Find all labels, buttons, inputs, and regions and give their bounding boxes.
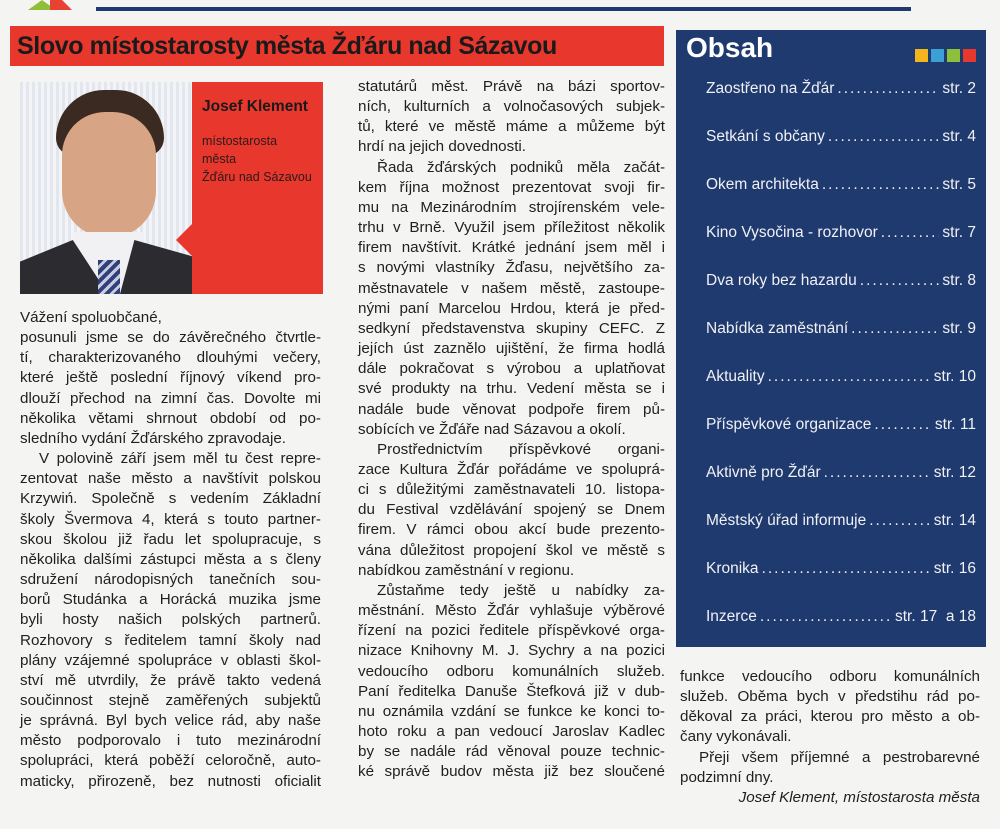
text-line: statutárů měst. Právě na bázi sportov- — [358, 78, 665, 95]
text-line: posunuli jsme se do závěrečného čtvrtle- — [20, 329, 321, 347]
author-profile — [20, 82, 323, 294]
text-line: hoto roku a pan vedoucí Jaroslav Kadlec — [358, 723, 665, 740]
text-line: podzimní dny. — [680, 768, 774, 786]
dot-leader — [822, 176, 940, 194]
toc-item[interactable]: Kino Vysočina - rozhovor ..... str. 7 — [706, 224, 976, 242]
color-square — [947, 49, 960, 62]
text-line: du Festival vzdělávání spojený se Dnem — [358, 501, 665, 519]
text-line: jejích úst zaznělo ujištění, že firma hodlá — [358, 340, 665, 358]
text-line: ních, kulturních a volnočasových subjek- — [358, 98, 665, 116]
text-line: ství mě utvrdily, že právě takto vedená — [20, 671, 321, 689]
text-line: maticky, přirozeně, bez nutnosti oficialit — [20, 772, 321, 790]
table-of-contents — [676, 30, 986, 647]
text-line: sdružení národopisných tanečních sou- — [20, 571, 321, 589]
text-line: Krzywiń. Společně s vedením Základní — [20, 490, 321, 508]
header-rule — [96, 7, 911, 11]
text-line: plány vzájemné spolupráce v oblasti škol- — [20, 651, 321, 669]
article-title: Slovo místostarosty města Žďáru nad Sázavou — [17, 31, 557, 60]
toc-item[interactable]: Zaostřeno na Žďár ..... str. 2 — [706, 80, 976, 98]
text-line: Zůstaňme tedy ještě u nabídky za- — [377, 581, 665, 599]
text-line: nadále bude věnovat podpoře firem pů- — [358, 400, 665, 418]
text-line: které ještě poslední říjnový víkend pro- — [20, 369, 321, 387]
text-line: funkce vedoucího odboru komunálních — [680, 668, 980, 685]
dot-leader — [869, 512, 931, 530]
text-line: skou školou již řadu let spolupracuje, s — [20, 530, 321, 548]
dot-leader — [837, 80, 939, 98]
color-square — [931, 49, 944, 62]
toc-item[interactable]: Příspěvkové organizace ..... str. 11 — [706, 416, 976, 434]
text-line: děkoval za práci, kterou pro město a ob- — [680, 708, 980, 726]
text-line: Vážení spoluobčané, — [20, 309, 162, 326]
text-line: služeb. Oběma bych v předstihu rád po- — [680, 688, 980, 706]
dot-leader — [760, 608, 892, 626]
text-line: firem navštívit. Krátké jednání jsem měl i — [358, 239, 665, 257]
text-line: školy Švermova 4, která s touto partner- — [20, 510, 321, 528]
text-line: ké správě budov města již bez sloučené — [358, 763, 665, 781]
article-column-1 — [20, 308, 321, 792]
text-line: dlouží přechod na zimní čas. Dovolte mi — [20, 389, 321, 407]
text-line: zentovat naše město a navštívit polskou — [20, 470, 321, 488]
article-title-bar — [10, 26, 664, 66]
text-line: sobících ve Žďáře nad Sázavou a okolí. — [358, 420, 626, 438]
author-photo — [20, 82, 192, 294]
toc-item[interactable]: Kronika ..... str. 16 — [706, 560, 976, 578]
toc-item[interactable]: Aktuality ..... str. 10 — [706, 368, 976, 386]
text-line: Paní ředitelka Danuše Štefková již v dub- — [358, 682, 665, 700]
toc-item[interactable]: Inzerce ..... str. 17 a 18 — [706, 608, 976, 626]
text-line: řízení na pozici ředitele příspěvkové orga- — [358, 622, 665, 640]
signature: Josef Klement, místostarosta města — [738, 788, 980, 806]
text-line: tů, které ve městě máme a můžeme být — [358, 118, 665, 136]
dot-leader — [824, 464, 931, 482]
text-line: V polovině září jsem měl tu čest repre- — [39, 450, 321, 468]
text-line: vána důležitost propojení škol ve městě s — [358, 541, 665, 559]
text-line: spolupráci, která poběží celoročně, auto- — [20, 752, 321, 770]
text-line: trhu v Brně. Využil jsem příležitost několik — [358, 219, 665, 237]
text-line: vedoucího odboru komunálních služeb. — [358, 662, 665, 680]
text-line: ci s důležitými zaměstnavateli 10. listopa- — [358, 481, 665, 499]
author-caption-box — [192, 82, 323, 294]
text-line: sedkyní představenstva skupiny CEFC. Z — [358, 319, 665, 337]
text-line: součinnost stejně zaměřených subjektů — [20, 691, 321, 709]
text-line: nými paní Marcelou Hrdou, která je před- — [358, 299, 665, 317]
toc-item[interactable]: Aktivně pro Žďár ..... str. 12 — [706, 464, 976, 482]
dot-leader — [860, 272, 940, 290]
dot-leader — [762, 560, 931, 578]
text-line: nu oznámila vzdání se funkce ke konci to- — [358, 702, 665, 720]
color-squares-decoration — [915, 49, 976, 62]
author-role: místostarosta města Žďáru nad Sázavou — [202, 134, 312, 184]
dot-leader — [768, 368, 931, 386]
text-line: několika větami shrnout období od po- — [20, 409, 321, 427]
text-line: nabídkou zaměstnání v regionu. — [358, 561, 575, 579]
color-square — [915, 49, 928, 62]
dot-leader — [874, 416, 932, 434]
text-line: Řada žďárských podniků měla začát- — [377, 158, 665, 176]
text-line: městnavatele v našem městě, zastoupe- — [358, 279, 665, 297]
toc-item[interactable]: Městský úřad informuje ..... str. 14 — [706, 512, 976, 530]
text-line: tí, charakterizovaného dlouhými večery, — [20, 349, 321, 367]
text-line: mu na Mezinárodním strojírenském vele- — [358, 198, 665, 216]
toc-item[interactable]: Nabídka zaměstnání ..... str. 9 — [706, 320, 976, 338]
text-line: sledního vydání Žďárského zpravodaje. — [20, 429, 286, 447]
text-line: kem října možnost prezentovat svoji fir- — [358, 178, 665, 196]
text-line: dále pokračovat s výrobou a uplatňovat — [358, 360, 665, 378]
dot-leader — [851, 320, 939, 338]
text-line: zace Kultura Žďár pořádáme ve spoluprá- — [358, 460, 665, 478]
text-line: své produkty na trhu. Vedení města se i — [358, 380, 665, 398]
toc-item[interactable]: Dva roky bez hazardu ..... str. 8 — [706, 272, 976, 290]
text-line: je správná. Byl bych velice rád, aby naše — [20, 712, 321, 730]
dot-leader — [881, 224, 940, 242]
toc-item[interactable]: Okem architekta ..... str. 5 — [706, 176, 976, 194]
text-line: město podporovalo i tuto mezinárodní — [20, 732, 321, 750]
toc-item[interactable]: Setkání s občany ..... str. 4 — [706, 128, 976, 146]
text-line: několika dalšími zástupci města a s členy — [20, 550, 321, 568]
article-column-3 — [680, 667, 980, 808]
text-line: Přeji všem příjemné a pestrobarevné — [699, 748, 980, 766]
dot-leader — [828, 128, 939, 146]
article-column-2 — [358, 77, 665, 782]
text-line: nizace Knihovny M. J. Sychry a na pozici — [358, 642, 665, 660]
text-line: byli hosty našich polských partnerů. — [20, 611, 321, 629]
text-line: městnání. Město Žďár vyhlašuje výběrové — [358, 602, 665, 620]
author-name: Josef Klement — [202, 98, 308, 115]
color-square — [963, 49, 976, 62]
publication-logo — [28, 0, 88, 10]
text-line: by se nadále rád věnoval pouze technic- — [358, 743, 665, 761]
text-line: Rozhovory s ředitelem tamní školy nad — [20, 631, 321, 649]
text-line: firem. V rámci obou akcí bude prezento- — [358, 521, 665, 539]
text-line: hrdí na jejich dovednosti. — [358, 138, 527, 156]
text-line: borů Studánka a Horácká muzika jsme — [20, 591, 321, 609]
text-line: Prostřednictvím příspěvkové organi- — [377, 440, 665, 458]
text-line: s novými vlastníky Žďasu, největšího za- — [358, 259, 665, 277]
toc-title: Obsah — [686, 32, 774, 63]
text-line: čany vykonávali. — [680, 728, 792, 746]
